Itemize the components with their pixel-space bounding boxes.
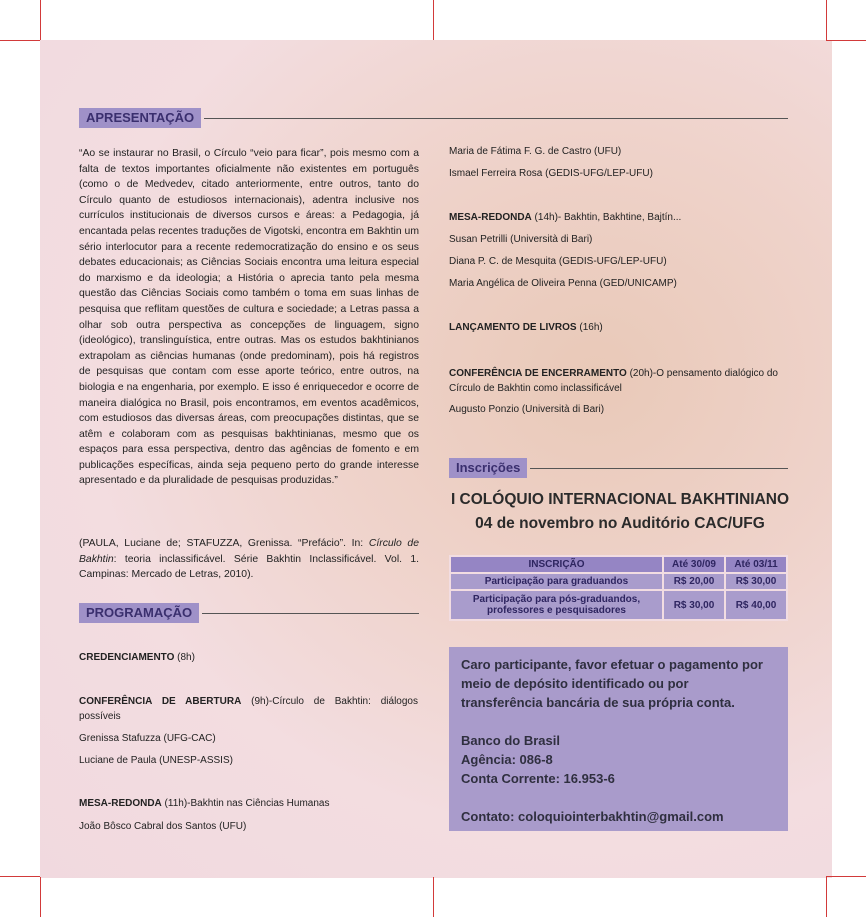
- speaker: João Bôsco Cabral dos Santos (UFU): [79, 821, 247, 832]
- event-text: (14h)- Bakhtin, Bakhtine, Bajtín...: [531, 212, 682, 223]
- programacao-heading: [79, 603, 419, 623]
- event-label: CONFERÊNCIA DE ENCERRAMENTO: [449, 368, 627, 379]
- event-label: MESA-REDONDA: [79, 798, 162, 809]
- payment-instructions: meio de depósito identificado ou por: [461, 676, 689, 691]
- trim-mark: [826, 40, 866, 41]
- credenciamento-item: [79, 652, 195, 663]
- table-cell: Participação para graduandos: [450, 573, 663, 590]
- event-label: MESA-REDONDA: [449, 212, 532, 223]
- apresentacao-paragraph: “Ao se instaurar no Brasil, o Círculo “veio para ficar”, pois mesmo com a falta de textos importantes oficialmente não existentes em português (como o de Medvedev, citado anteriormente, entre outros, tanto do Círculo quanto de estudiosos internacionais), adentra inclusive nos currículos institucionais de diversos cursos e áreas: a Pedagogia, já encantada pelas recentes traduções de Vigotski, encontra em Bakhtin um sério interlocutor para a recente redemocratização do ensino e os seus debates educacionais; as Ciências Sociais encontra uma leitura especial do marxismo e da ideologia; a História o aprecia tanto pela mesma questão das Ciências Sociais como também o toma em suas linhas de pesquisa que reflitam questões de cultura e sociedade; a Letras passa a olhar sob outra perspectiva as concepções de linguagem, signo (ideológico), translinguística, entre outras. Mas os estudos bakhtinianos extrapolam as ciências humanas (onde predominam), pois há registros de pesquisas que contam com esse aporte teórico, entre outros, na biologia e na engenharia, por exemplo. E isso é enriquecedor e ocorre de maneira dialógica no Brasil, pois encontramos, em eventos acadêmicos, com estudiosos das diversas áreas, com preocupações distintas, que se atêm e colaboram com as pesquisas bakhtinianas, mesmo que os espaços para essa perspectiva, dentro das agências de fomento e em publicações específicas, ainda seja pequeno perto do grande interesse apresentado e da pluralidade de pesquisas produzidas.”: [79, 148, 419, 487]
- table-cell: Participação para pós-graduandos, professores e pesquisadores: [450, 590, 663, 620]
- table-cell: R$ 30,00: [663, 590, 725, 620]
- divider: [202, 613, 419, 614]
- event-label: CREDENCIAMENTO: [79, 652, 175, 663]
- divider: [530, 468, 788, 469]
- trim-mark: [433, 877, 434, 917]
- event-title: I COLÓQUIO INTERNACIONAL BAKHTINIANO: [450, 491, 790, 508]
- table-header: INSCRIÇÃO: [450, 556, 663, 573]
- speaker: Luciane de Paula (UNESP-ASSIS): [79, 755, 233, 766]
- event-text: (20h)-O pensamento dialógico do Círculo de Bakhtin como inclassificável: [449, 368, 778, 394]
- payment-info-box: [449, 647, 788, 831]
- fee-table: [449, 555, 788, 621]
- event-text: (9h)-Círculo de Bakhtin: diálogos possíveis: [79, 696, 418, 722]
- table-row: [450, 590, 787, 620]
- contact-email[interactable]: Contato: coloquiointerbakhtin@gmail.com: [461, 809, 724, 824]
- trim-mark: [826, 0, 827, 40]
- table-cell: R$ 30,00: [725, 573, 787, 590]
- bank-agency: Agência: 086-8: [461, 752, 553, 767]
- mesa2-item: [449, 212, 681, 223]
- table-header: Até 30/09: [663, 556, 725, 573]
- abertura-item: [79, 694, 418, 724]
- event-time: (8h): [174, 652, 195, 663]
- lancamento-item: [449, 322, 603, 333]
- table-header: Até 03/11: [725, 556, 787, 573]
- inscricoes-heading-label: Inscrições: [449, 458, 527, 478]
- event-date-venue: 04 de novembro no Auditório CAC/UFG: [475, 515, 765, 532]
- speaker: Augusto Ponzio (Università di Bari): [449, 404, 605, 415]
- trim-mark: [0, 40, 40, 41]
- apresentacao-heading-label: APRESENTAÇÃO: [79, 108, 201, 128]
- speaker: Ismael Ferreira Rosa (GEDIS-UFG/LEP-UFU): [449, 168, 653, 179]
- bank-account: Conta Corrente: 16.953-6: [461, 771, 615, 786]
- table-header-row: [450, 556, 787, 573]
- speaker: Diana P. C. de Mesquita (GEDIS-UFG/LEP-UFU): [449, 256, 667, 267]
- inscricoes-heading: [449, 458, 788, 478]
- payment-instructions: transferência bancária de sua própria conta.: [461, 695, 735, 710]
- speaker: Susan Petrilli (Università di Bari): [449, 234, 593, 245]
- trim-mark: [0, 876, 40, 877]
- event-label: CONFERÊNCIA DE ABERTURA: [79, 696, 242, 707]
- citation-title: Círculo de Bakhtin: [79, 538, 419, 565]
- speaker: Maria de Fátima F. G. de Castro (UFU): [449, 146, 622, 157]
- bank-name: Banco do Brasil: [461, 733, 560, 748]
- speaker: Grenissa Stafuzza (UFG-CAC): [79, 733, 216, 744]
- citation-text: (PAULA, Luciane de; STAFUZZA, Grenissa. “Prefácio”. In:: [79, 538, 369, 549]
- encerramento-item: [449, 366, 790, 396]
- payment-instructions: Caro participante, favor efetuar o pagamento por: [461, 657, 763, 672]
- table-cell: R$ 20,00: [663, 573, 725, 590]
- apresentacao-heading: [79, 108, 788, 128]
- event-label: LANÇAMENTO DE LIVROS: [449, 322, 577, 333]
- table-row: [450, 573, 787, 590]
- citation-text: : teoria inclassificável. Série Bakhtin Inclassificável. Vol. 1. Campinas: Mercado de Letras, 2010).: [79, 553, 419, 581]
- table-cell: R$ 40,00: [725, 590, 787, 620]
- citation: [79, 536, 419, 583]
- mesa1-item: [79, 798, 329, 809]
- trim-mark: [40, 0, 41, 40]
- trim-mark: [826, 876, 866, 877]
- event-text: (11h)-Bakhtin nas Ciências Humanas: [161, 798, 330, 809]
- divider: [204, 118, 788, 119]
- speaker: Maria Angélica de Oliveira Penna (GED/UNICAMP): [449, 278, 677, 289]
- trim-mark: [826, 877, 827, 917]
- programacao-heading-label: PROGRAMAÇÃO: [79, 603, 199, 623]
- trim-mark: [40, 877, 41, 917]
- trim-mark: [433, 0, 434, 40]
- event-time: (16h): [576, 322, 603, 333]
